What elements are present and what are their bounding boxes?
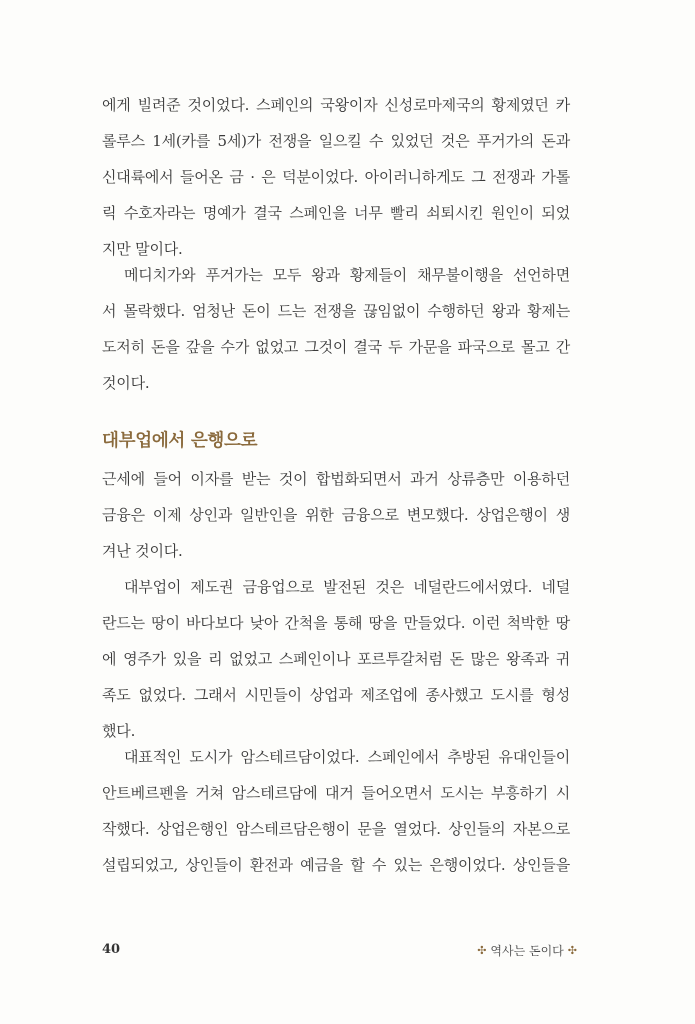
text-line: 신대륙에서 들어온 금 · 은 덕분이었다. 아이러니하게도 그 전쟁과 가톨 [102, 168, 570, 186]
paragraph [102, 739, 570, 883]
text-line: 에 영주가 있을 리 없었고 스페인이나 포르투갈처럼 돈 많은 왕족과 귀 [102, 650, 570, 668]
paragraph [102, 461, 570, 569]
book-title: 역사는 돈이다 [490, 944, 564, 958]
ornament-icon: ✣ [477, 944, 487, 957]
text-line: 작했다. 상업은행인 암스테르담은행이 문을 열었다. 상인들의 자본으로 [102, 820, 570, 838]
paragraph [102, 569, 570, 749]
text-line: 도저히 돈을 갚을 수가 없었고 그것이 결국 두 가문을 파국으로 몰고 간 [102, 338, 570, 356]
page-number: 40 [102, 942, 121, 957]
text-line: 설립되었고, 상인들이 환전과 예금을 할 수 있는 은행이었다. 상인들을 [102, 856, 570, 874]
paragraph-continuation [102, 87, 570, 267]
text-line: 롤루스 1세(카를 5세)가 전쟁을 일으킬 수 있었던 것은 푸거가의 돈과 [102, 132, 570, 150]
text-line: 안트베르펜을 거쳐 암스테르담에 대거 들어오면서 도시는 부흥하기 시 [102, 784, 570, 802]
text-line: 족도 없었다. 그래서 시민들이 상업과 제조업에 종사했고 도시를 형성 [102, 686, 570, 704]
text-line: 릭 수호자라는 명예가 결국 스페인을 너무 빨리 쇠퇴시킨 원인이 되었 [102, 204, 570, 222]
text-line: 했다. [102, 722, 136, 740]
text-line: 금융은 이제 상인과 일반인을 위한 금융으로 변모했다. 상업은행이 생 [102, 506, 570, 524]
text-line: 대부업이 제도권 금융업으로 발전된 것은 네덜란드에서였다. 네덜 [124, 578, 570, 596]
text-line: 것이다. [102, 374, 150, 392]
text-line: 근세에 들어 이자를 받는 것이 합법화되면서 과거 상류층만 이용하던 [102, 470, 570, 488]
text-line: 에게 빌려준 것이었다. 스페인의 국왕이자 신성로마제국의 황제였던 카 [102, 96, 570, 114]
paragraph [102, 257, 570, 401]
text-line: 란드는 땅이 바다보다 낮아 간척을 통해 땅을 만들었다. 이런 척박한 땅 [102, 614, 570, 632]
section-heading: 대부업에서 은행으로 [102, 431, 258, 451]
text-line: 메디치가와 푸거가는 모두 왕과 황제들이 채무불이행을 선언하면 [124, 266, 570, 284]
text-line: 겨난 것이다. [102, 542, 183, 560]
text-line: 지만 말이다. [102, 240, 183, 258]
text-line: 대표적인 도시가 암스테르담이었다. 스페인에서 추방된 유대인들이 [124, 748, 570, 766]
ornament-icon: ✣ [567, 944, 577, 957]
running-footer [477, 942, 577, 959]
text-line: 서 몰락했다. 엄청난 돈이 드는 전쟁을 끊임없이 수행하던 왕과 황제는 [102, 302, 570, 320]
